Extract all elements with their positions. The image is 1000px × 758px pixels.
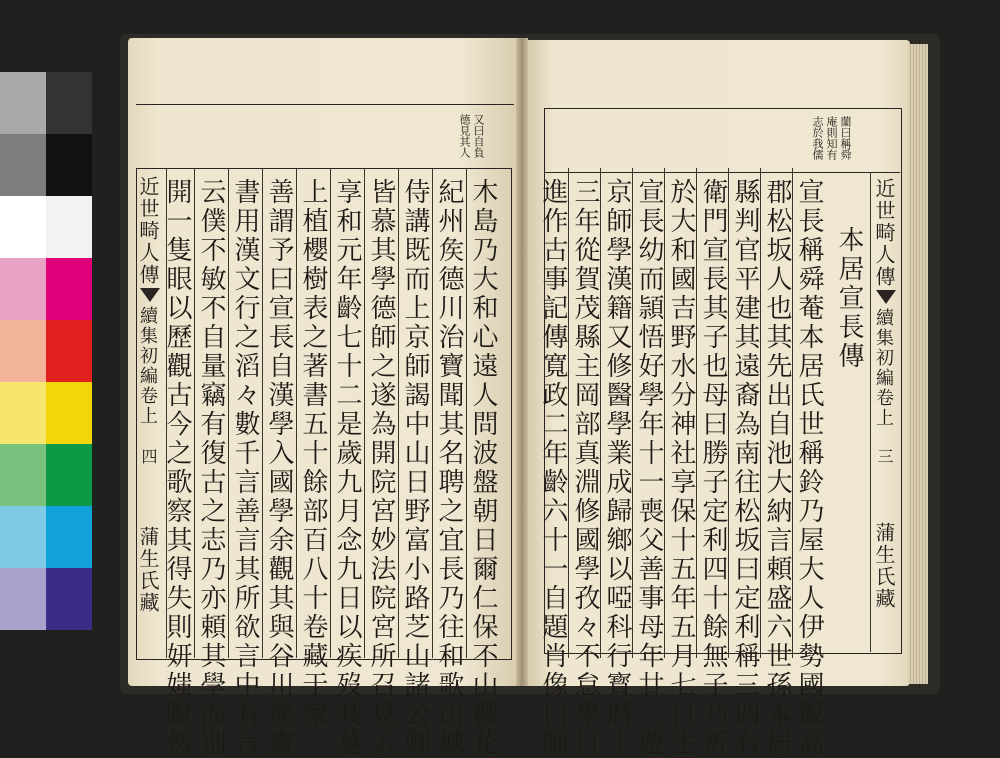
text-column: 進作古事記傳寬政二年齡六十一自題肖像曰師 [538,178,568,758]
color-patch [46,258,92,320]
column-rule [364,168,365,658]
color-patch [46,444,92,506]
column-rule [600,168,601,658]
color-patch [0,444,46,506]
column-rule [792,168,793,658]
text-column: 開一隻眼以歷觀古今之歌察其得失則妍媸瞭然 [162,178,192,758]
color-calibration-chart [0,72,92,632]
column-rule [432,168,433,658]
color-patch [0,568,46,630]
color-patch [46,506,92,568]
text-column: 郡松坂人也其先出自池大納言頼盛六世孫本居 [762,178,792,758]
right-header-rule [544,172,900,173]
text-column: 云僕不敏不自量竊有復古之志乃亦頼其學而別 [196,178,226,758]
right-margin-page: 三 [875,448,894,466]
right-margin-title: 近世畸人傳 [872,178,896,288]
color-patch [46,568,92,630]
right-header-note-3: 志於我儒 [811,116,824,160]
column-rule [228,168,229,658]
color-patch [46,196,92,258]
left-header-note-1: 又曰自負 [472,114,485,158]
text-column: 侍講既而上京師謁中山日野富小路芝山諸公卿 [400,178,430,758]
text-column: 宣長幼而頴悟好學年十一喪父善事母年廿三遊 [634,178,664,758]
column-rule [330,168,331,658]
left-margin-publisher: 蒲生氏藏 [136,526,160,614]
color-patch [0,506,46,568]
color-patch [0,72,46,134]
left-margin-title: 近世畸人傳 [136,176,160,286]
left-margin-volume: 續集初編卷上 [137,306,158,426]
column-rule [632,168,633,658]
column-rule [696,168,697,658]
column-rule [466,168,467,658]
text-column: 善謂予曰宣長自漢學入國學余觀其與谷川淡齋 [264,178,294,758]
column-rule [568,168,569,658]
column-rule [728,168,729,658]
text-column: 上植櫻樹表之著書五十餘部百八十卷藏于家 [298,178,328,729]
column-rule [664,168,665,658]
column-rule [262,168,263,658]
text-column: 縣判官平建其遠裔為南往松坂曰定利稱三四右 [730,178,760,758]
color-patch [46,320,92,382]
page-edges [908,44,928,684]
right-header-note-1: 蘭曰稱舜 [839,116,852,160]
left-header-note-2: 德見其人 [458,114,471,158]
text-column: 於大和國吉野水分神社享保十五年五月七日生 [666,178,696,758]
right-fishtail-mark [876,290,896,304]
color-patch [0,196,46,258]
text-column: 皆慕其學德師之遂為開院宮妙法院宮所召見云 [366,178,396,758]
book-gutter [516,38,528,686]
text-column: 紀州矦德川治寶聞其名聘之宜長乃往和歌山城 [434,178,464,758]
right-margin-publisher: 蒲生氏藏 [872,522,896,610]
column-rule [296,168,297,658]
color-patch [0,320,46,382]
text-column: 享和元年齡七十二是歲九月念九日以疾歿其墓 [332,178,362,758]
color-patch [0,134,46,196]
text-column: 三年從賀茂縣主岡部真淵修國學孜々不怠學日 [570,178,600,758]
text-column: 書用漢文行之滔々數千言善言其所欲言中有言 [230,178,260,758]
column-rule [194,168,195,658]
column-rule [760,168,761,658]
column-rule [398,168,399,658]
text-column: 衛門宣長其子也母曰勝子定利四十餘無子乃祈 [698,178,728,758]
color-patch [0,382,46,444]
left-header-rule [136,104,514,105]
color-patch [46,134,92,196]
text-column: 宣長稱舜菴本居氏世稱鈴乃屋大人伊勢國飯高 [794,178,824,758]
left-fishtail-mark [140,288,160,302]
color-patch [46,72,92,134]
left-margin-page: 四 [139,448,158,466]
right-margin-volume: 續集初編卷上 [873,308,894,428]
color-patch [0,258,46,320]
right-header-note-2: 庵則知有 [825,116,838,160]
biography-title: 本居宣長傳 [834,226,864,371]
right-margin-rule [870,172,871,652]
color-patch [46,382,92,444]
text-column: 京師學漢籍又修醫學業成歸鄉以啞科行寳曆十 [602,178,632,758]
text-column: 木島乃大和心遠人問波盤朝日爾仁保不山櫻花 [468,178,498,758]
